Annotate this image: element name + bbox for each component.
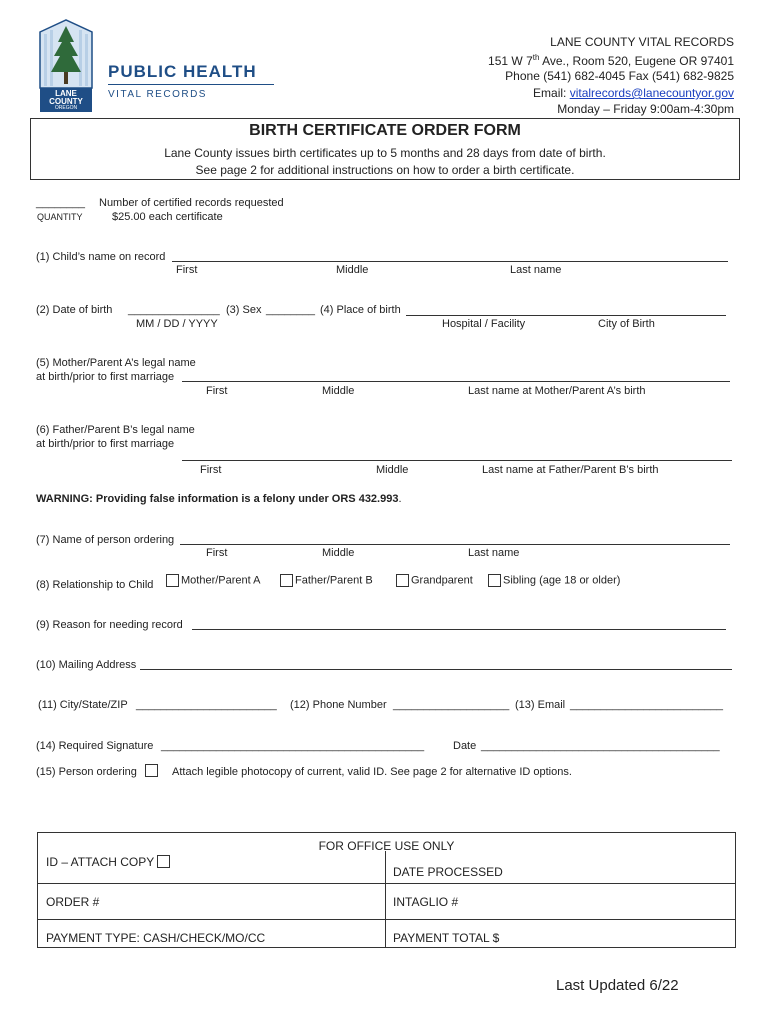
title-line-2: See page 2 for additional instructions on how to order a birth certificate.: [195, 163, 575, 177]
quantity-desc-2: $25.00 each certificate: [112, 211, 223, 223]
father-label-1: (6) Father/Parent B’s legal name: [36, 424, 195, 436]
checkbox-icon[interactable]: [280, 574, 293, 587]
pob-label: (4) Place of birth: [320, 304, 401, 316]
email-input[interactable]: _________________________: [570, 699, 723, 711]
office-rule-1: [38, 883, 735, 884]
rel-option-grandparent[interactable]: Grandparent: [396, 574, 473, 587]
rel-option-father[interactable]: Father/Parent B: [280, 574, 373, 587]
office-name: LANE COUNTY VITAL RECORDS: [550, 35, 734, 49]
sex-input[interactable]: ________: [266, 304, 315, 316]
checkbox-icon[interactable]: [166, 574, 179, 587]
logo-rule: [108, 84, 274, 85]
office-heading: FOR OFFICE USE ONLY: [318, 839, 455, 853]
quantity-label: QUANTITY: [37, 212, 83, 222]
father-last-caption: Last name at Father/Parent B’s birth: [482, 464, 659, 476]
mother-middle-caption: Middle: [322, 385, 355, 397]
title-box: [30, 118, 740, 180]
office-divider: [385, 851, 386, 947]
city-birth-caption: City of Birth: [598, 318, 655, 330]
quantity-blank[interactable]: ________: [36, 197, 85, 209]
reason-label: (9) Reason for needing record: [36, 619, 183, 631]
child-last-caption: Last name: [510, 264, 562, 276]
orderer-label: (7) Name of person ordering: [36, 534, 175, 546]
orderer-first-caption: First: [206, 547, 228, 559]
title-line-1: Lane County issues birth certificates up to 5 months and 28 days from date of birth.: [164, 146, 606, 160]
relationship-label: (8) Relationship to Child: [36, 579, 154, 591]
city-input[interactable]: _______________________: [136, 699, 277, 711]
child-name-input[interactable]: [172, 261, 728, 262]
mother-first-caption: First: [206, 385, 228, 397]
logo-county-3: OREGON: [54, 105, 78, 111]
logo-title: PUBLIC HEALTH: [108, 62, 257, 81]
person-ordering-label: (15) Person ordering: [36, 766, 137, 778]
reason-input[interactable]: [192, 629, 726, 630]
last-updated: Last Updated 6/22: [556, 977, 679, 994]
checkbox-icon[interactable]: [488, 574, 501, 587]
phone-input[interactable]: ___________________: [393, 699, 510, 711]
orderer-last-caption: Last name: [468, 547, 520, 559]
phone-label: (12) Phone Number: [290, 699, 387, 711]
email-label: (13) Email: [515, 699, 566, 711]
logo-county-2: COUNTY: [49, 97, 83, 106]
orderer-name-input[interactable]: [180, 544, 730, 545]
office-address: 151 W 7th Ave., Room 520, Eugene OR 97401: [488, 53, 734, 68]
office-date-processed: DATE PROCESSED: [393, 865, 503, 879]
checkbox-icon[interactable]: [396, 574, 409, 587]
father-label-2: at birth/prior to first marriage: [36, 438, 175, 450]
child-name-label: (1) Child’s name on record: [36, 251, 166, 263]
office-email: Email: vitalrecords@lanecountyor.gov: [533, 86, 734, 100]
date-input[interactable]: _______________________________________: [481, 740, 720, 752]
child-first-caption: First: [176, 264, 198, 276]
office-hours: Monday – Friday 9:00am-4:30pm: [557, 102, 734, 116]
email-link[interactable]: vitalrecords@lanecountyor.gov: [569, 86, 734, 100]
child-middle-caption: Middle: [336, 264, 369, 276]
logo-subtitle: VITAL RECORDS: [108, 89, 207, 100]
mother-label-1: (5) Mother/Parent A’s legal name: [36, 357, 196, 369]
father-middle-caption: Middle: [376, 464, 409, 476]
office-payment-type: PAYMENT TYPE: CASH/CHECK/MO/CC: [46, 931, 266, 945]
mailing-label: (10) Mailing Address: [36, 659, 137, 671]
office-rule-2: [38, 919, 735, 920]
office-payment-total: PAYMENT TOTAL $: [393, 931, 500, 945]
pob-input[interactable]: [406, 315, 726, 316]
mother-name-input[interactable]: [182, 381, 730, 382]
mother-last-caption: Last name at Mother/Parent A’s birth: [468, 385, 646, 397]
signature-label: (14) Required Signature: [36, 740, 154, 752]
hospital-caption: Hospital / Facility: [442, 318, 526, 330]
id-attach-checkbox[interactable]: [157, 855, 170, 868]
father-first-caption: First: [200, 464, 222, 476]
office-use-table: [37, 832, 736, 948]
mother-label-2: at birth/prior to first marriage: [36, 371, 175, 383]
sex-label: (3) Sex: [226, 304, 262, 316]
dob-format-caption: MM / DD / YYYY: [136, 318, 218, 330]
orderer-middle-caption: Middle: [322, 547, 355, 559]
office-intaglio: INTAGLIO #: [393, 895, 459, 909]
office-id-attach: ID – ATTACH COPY: [46, 855, 172, 869]
rel-option-mother[interactable]: Mother/Parent A: [166, 574, 261, 587]
quantity-desc-1: Number of certified records requested: [99, 197, 284, 209]
logo-county-1: LANE: [55, 89, 77, 98]
attach-id-text: Attach legible photocopy of current, valid ID. See page 2 for alternative ID options.: [172, 766, 572, 778]
city-label: (11) City/State/ZIP: [38, 699, 128, 711]
office-order: ORDER #: [46, 895, 100, 909]
form-title: BIRTH CERTIFICATE ORDER FORM: [249, 122, 521, 139]
date-label: Date: [453, 740, 477, 752]
father-name-input[interactable]: [182, 460, 732, 461]
mailing-input[interactable]: [140, 669, 732, 670]
signature-input[interactable]: ___________________________________________: [161, 740, 425, 752]
office-phone: Phone (541) 682-4045 Fax (541) 682-9825: [505, 69, 734, 83]
dob-input[interactable]: _______________: [128, 304, 220, 316]
person-ordering-checkbox[interactable]: [145, 764, 158, 777]
warning-text: WARNING: Providing false information is a felony under ORS 432.993.: [36, 493, 402, 505]
dob-label: (2) Date of birth: [36, 304, 113, 316]
rel-option-sibling[interactable]: Sibling (age 18 or older): [488, 574, 620, 587]
